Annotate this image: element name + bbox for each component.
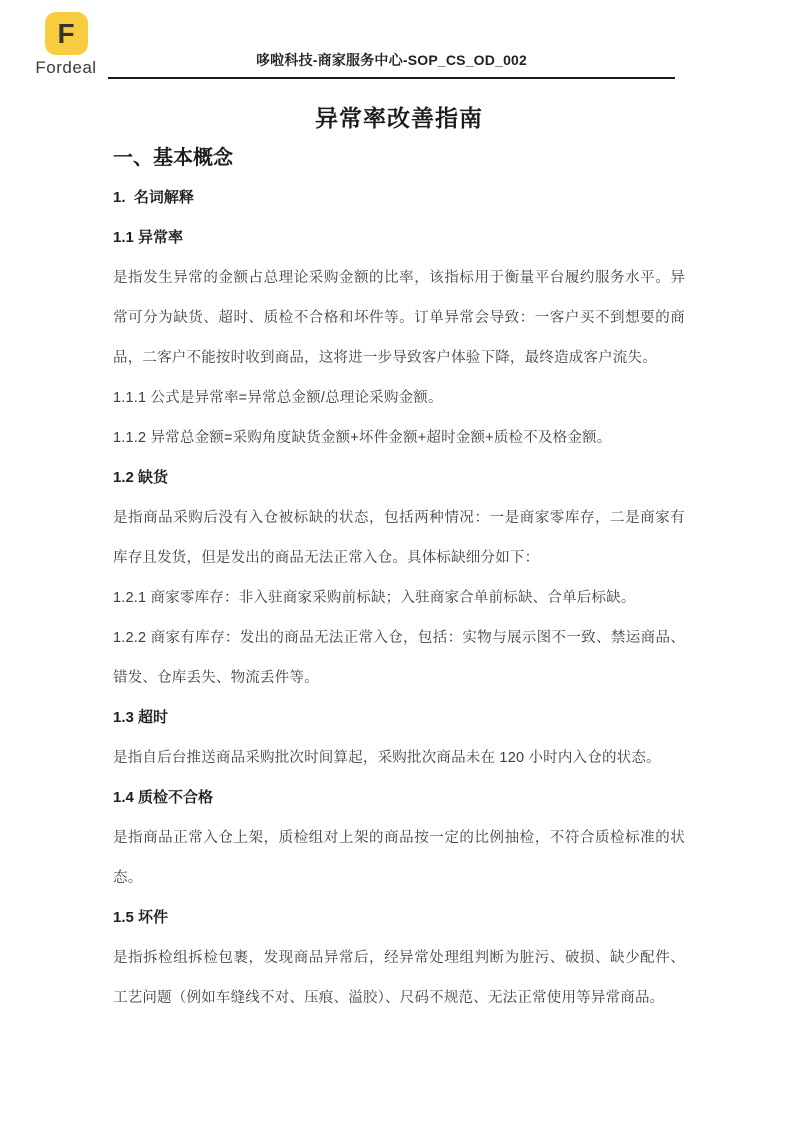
fordeal-logo <box>30 12 102 78</box>
clause-heading-1-4: 1.4 质检不合格 <box>113 789 214 806</box>
fordeal-logo-letter: F <box>57 17 75 49</box>
document-code: 哆啦科技-商家服务中心-SOP_CS_OD_002 <box>255 52 528 68</box>
paragraph-1-2: 是指商品采购后没有入仓被标缺的状态，包括两种情况：一是商家零库存，二是商家有库存且发货，但是发出的商品无法正常入仓。具体标缺细分如下： <box>113 510 685 566</box>
paragraph-1-1: 是指发生异常的金额占总理论采购金额的比率，该指标用于衡量平台履约服务水平。异常可分为缺货、超时、质检不合格和坏件等。订单异常会导致：一客户买不到想要的商品，二客户不能按时收到商品，这将进一步导致客户体验下降，最终造成客户流失。 <box>113 270 685 366</box>
paragraph-1-2-1: 1.2.1 商家零库存：非入驻商家采购前标缺；入驻商家合单前标缺、合单后标缺。 <box>113 590 636 606</box>
fordeal-logo-icon <box>45 12 88 55</box>
paragraph-1-5: 是指拆检组拆检包裹，发现商品异常后，经异常处理组判断为脏污、破损、缺少配件、工艺问题（例如车缝线不对、压痕、溢胶）、尺码不规范、无法正常使用等异常商品。 <box>113 950 685 1006</box>
paragraph-1-1-2: 1.1.2 异常总金额=采购角度缺货金额+坏件金额+超时金额+质检不及格金额。 <box>113 430 612 446</box>
document-body <box>113 98 685 1018</box>
fordeal-brand-name: Fordeal <box>35 58 97 77</box>
paragraph-1-2-2: 1.2.2 商家有库存：发出的商品无法正常入仓，包括：实物与展示图不一致、禁运商品、错发、仓库丢失、物流丢件等。 <box>113 630 685 686</box>
clause-heading-1-5: 1.5 坏件 <box>113 909 169 926</box>
paragraph-1-3: 是指自后台推送商品采购批次时间算起，采购批次商品未在 120 小时内入仓的状态。 <box>113 750 661 766</box>
clause-heading-1-1: 1.1 异常率 <box>113 229 184 246</box>
paragraph-1-1-1: 1.1.1 公式是异常率=异常总金额/总理论采购金额。 <box>113 390 443 406</box>
subsection-heading-glossary: 1. 名词解释 <box>113 189 194 206</box>
clause-heading-1-3: 1.3 超时 <box>113 709 169 726</box>
section-heading-basic-concepts: 一、基本概念 <box>113 147 233 169</box>
document-header <box>108 50 675 79</box>
paragraph-1-4: 是指商品正常入仓上架，质检组对上架的商品按一定的比例抽检，不符合质检标准的状态。 <box>113 830 685 886</box>
clause-heading-1-2: 1.2 缺货 <box>113 469 169 486</box>
page-title: 异常率改善指南 <box>315 105 483 131</box>
